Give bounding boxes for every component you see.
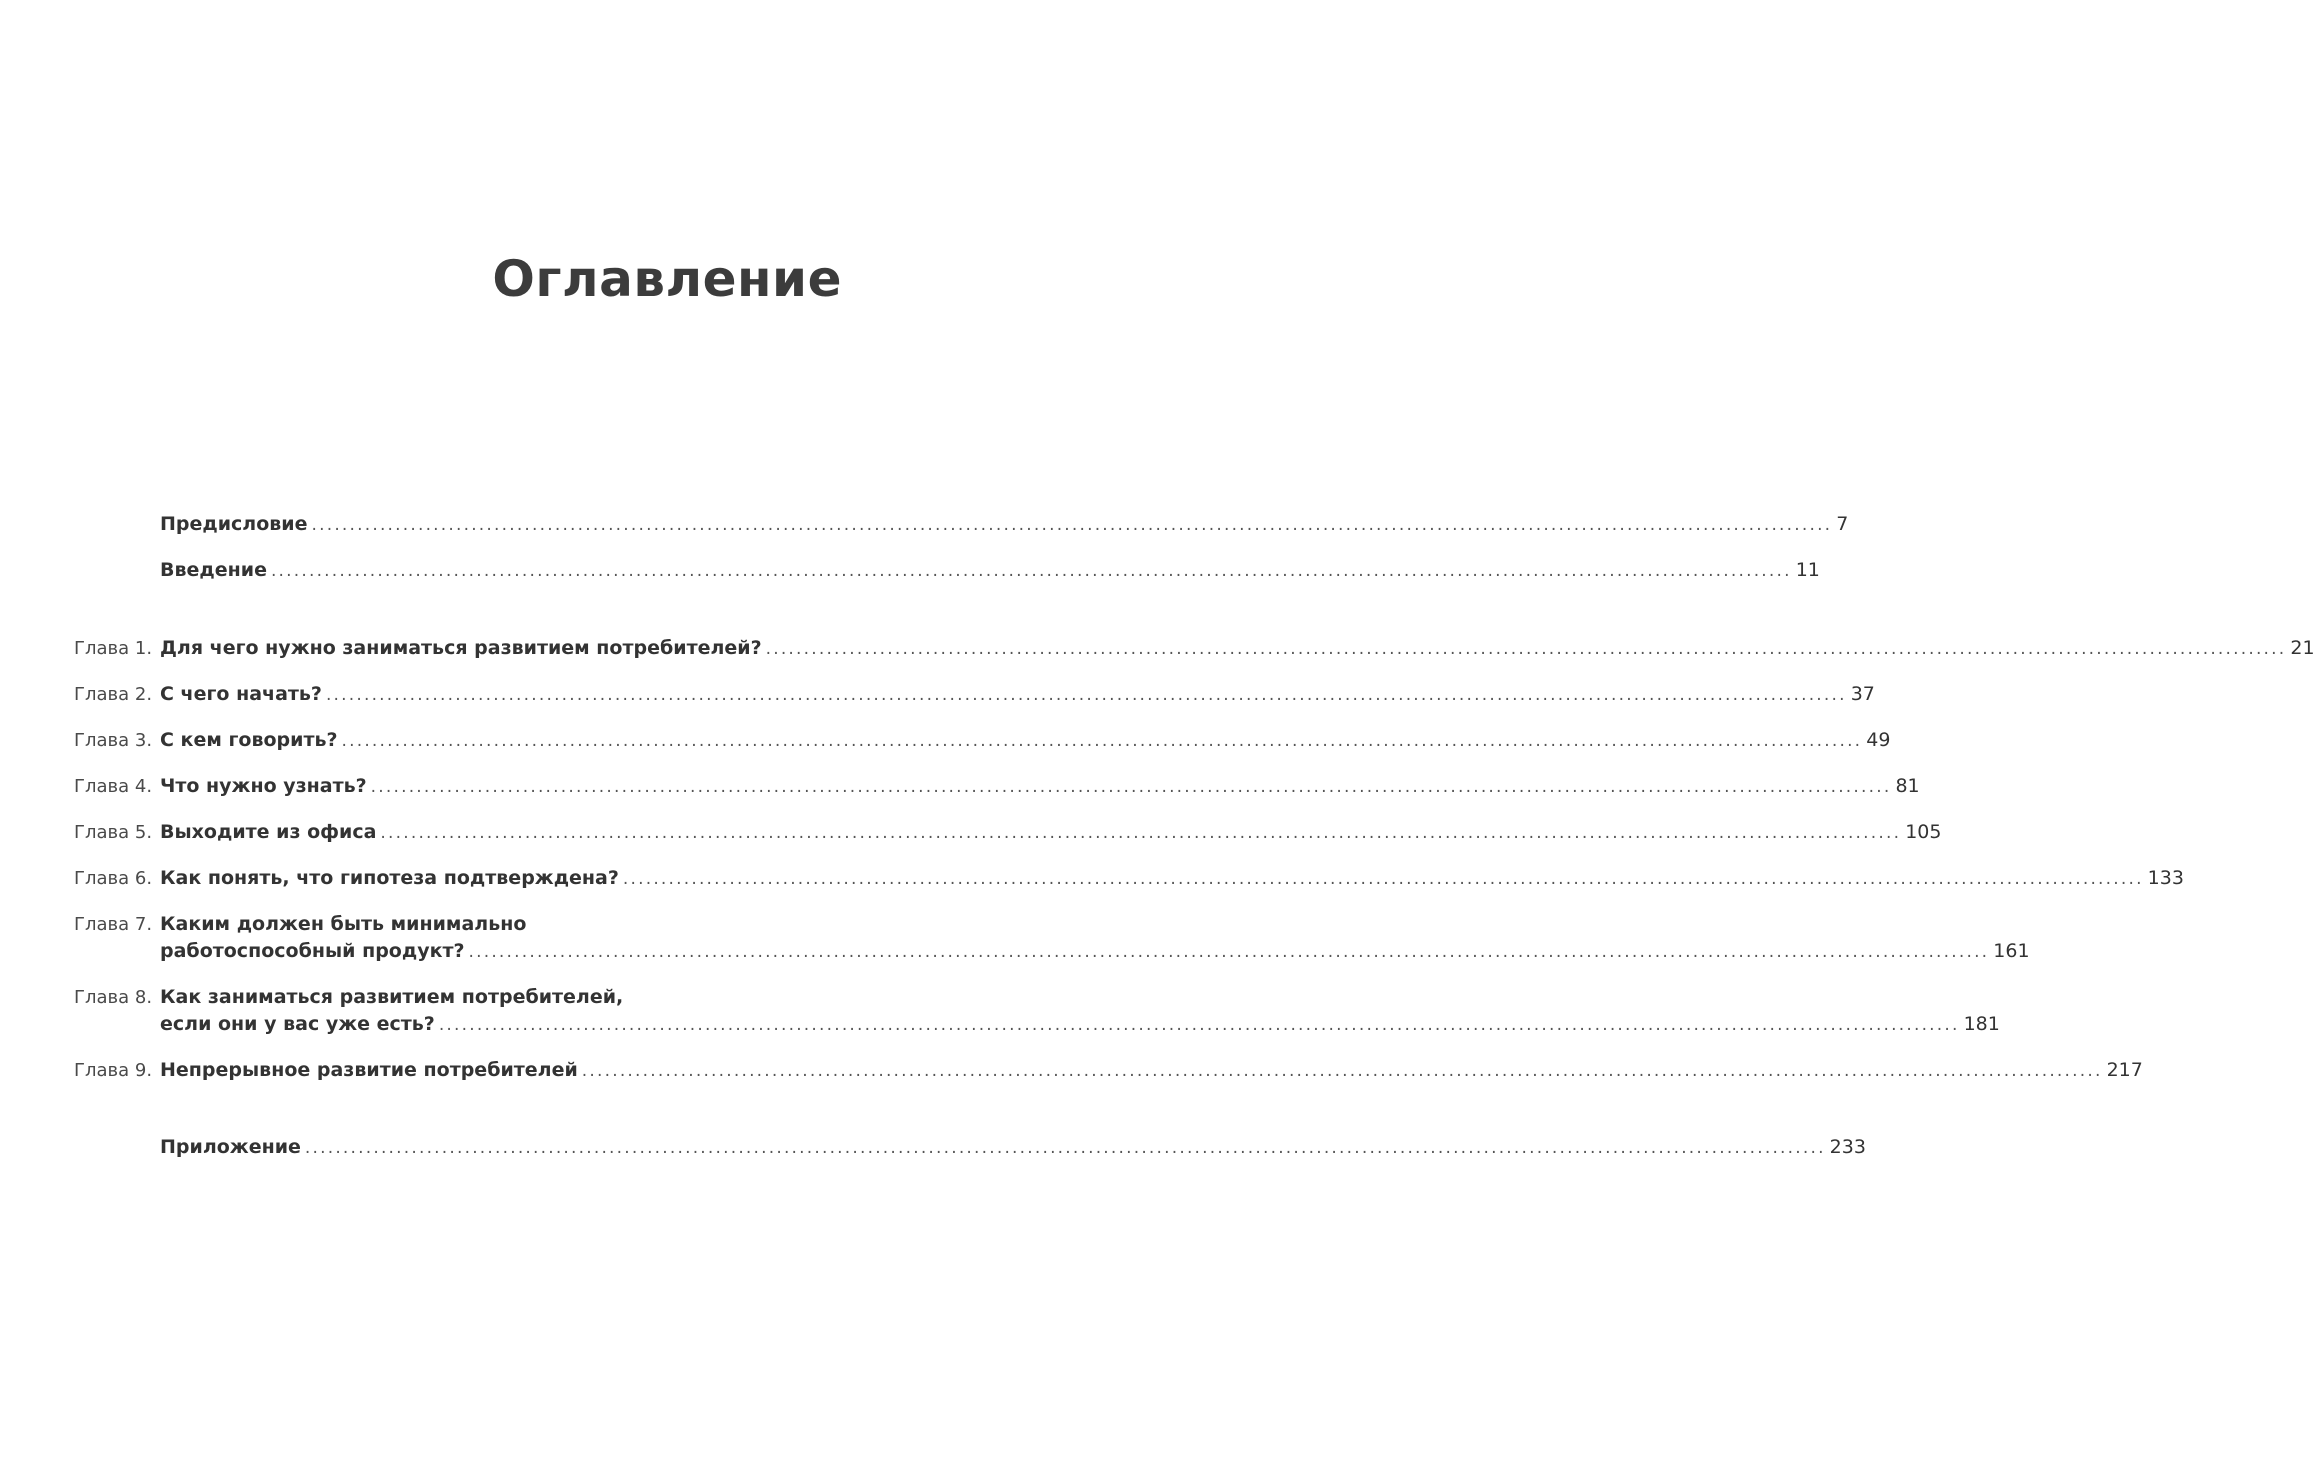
toc-entry-line [74,1136,1866,1163]
toc-entry[interactable] [74,683,1875,710]
toc-entry[interactable] [74,729,1891,756]
chapter-title: Приложение [160,1136,301,1158]
toc-entry-line [74,775,1920,802]
page-number: 161 [1993,940,2030,962]
dot-leader: ........................................................................................................................................................................................................ [341,731,1863,751]
toc-entry[interactable] [74,559,1820,586]
chapter-title: Как понять, что гипотеза подтверждена? [160,867,619,889]
page-number: 217 [2106,1059,2143,1081]
page-number: 81 [1895,775,1920,797]
chapter-title: Предисловие [160,513,308,535]
toc-entry-line [74,559,1820,586]
chapter-number: Глава 3. [74,730,153,751]
dot-leader: ........................................................................................................................................................................................................ [304,1138,1826,1158]
toc-entry-line [74,986,842,1013]
toc-entry[interactable] [74,1059,2143,1086]
dot-leader: ........................................................................................................................................................................................................ [311,515,1833,535]
chapter-title: С чего начать? [160,683,322,705]
page-title: Оглавление [492,250,842,308]
toc-entry-line [74,821,1942,848]
dot-leader: ........................................................................................................................................................................................................ [380,823,1902,843]
chapter-title: С кем говорить? [160,729,338,751]
chapter-number: Глава 9. [74,1060,153,1081]
dot-leader: ........................................................................................................................................................................................................ [468,942,1990,962]
chapter-title: Что нужно узнать? [160,775,367,797]
chapter-title: Выходите из офиса [160,821,377,843]
toc-entry-line [74,729,1891,756]
chapter-title: работоспособный продукт? [160,940,465,962]
page-number: 105 [1905,821,1942,843]
toc-entry-line [74,867,2184,894]
chapter-number: Глава 7. [74,914,153,935]
chapter-number: Глава 6. [74,868,153,889]
dot-leader: ........................................................................................................................................................................................................ [581,1061,2103,1081]
toc-entry[interactable] [74,1136,1866,1163]
dot-leader: ........................................................................................................................................................................................................ [438,1015,1960,1035]
page-number: 133 [2147,867,2184,889]
chapter-number: Глава 4. [74,776,153,797]
page-number: 11 [1795,559,1820,581]
toc-entry[interactable] [74,637,2315,664]
dot-leader: ........................................................................................................................................................................................................ [270,561,1792,581]
chapter-number: Глава 8. [74,987,153,1008]
chapter-title: если они у вас уже есть? [160,1013,435,1035]
toc-entry-line [74,1059,2143,1086]
chapter-title: Для чего нужно заниматься развитием потребителей? [160,637,762,659]
dot-leader: ........................................................................................................................................................................................................ [325,685,1847,705]
page-number: 181 [1963,1013,2000,1035]
page-number: 21 [2290,637,2315,659]
toc-entry-line [74,683,1875,710]
toc-entry-line [74,637,2315,664]
chapter-title: Введение [160,559,267,581]
page-number: 49 [1866,729,1891,751]
page-number: 233 [1829,1136,1866,1158]
chapter-title: Каким должен быть минимально [160,913,527,935]
toc-entry-line [74,1013,2000,1040]
toc-entry[interactable] [74,913,2030,967]
chapter-number: Глава 1. [74,638,153,659]
dot-leader: ........................................................................................................................................................................................................ [622,869,2144,889]
toc-entry[interactable] [74,986,2000,1040]
toc-entry[interactable] [74,867,2184,894]
chapter-number: Глава 2. [74,684,153,705]
toc-entry-line [74,913,842,940]
toc-entry[interactable] [74,821,1942,848]
toc-entry-line [74,513,1849,540]
toc-entry[interactable] [74,513,1849,540]
chapter-number: Глава 5. [74,822,153,843]
chapter-title: Непрерывное развитие потребителей [160,1059,578,1081]
toc-entry[interactable] [74,775,1920,802]
toc-entry-line [74,940,2030,967]
chapter-title: Как заниматься развитием потребителей, [160,986,624,1008]
page-number: 7 [1836,513,1849,535]
dot-leader: ........................................................................................................................................................................................................ [370,777,1892,797]
dot-leader: ........................................................................................................................................................................................................ [765,639,2287,659]
page-number: 37 [1850,683,1875,705]
